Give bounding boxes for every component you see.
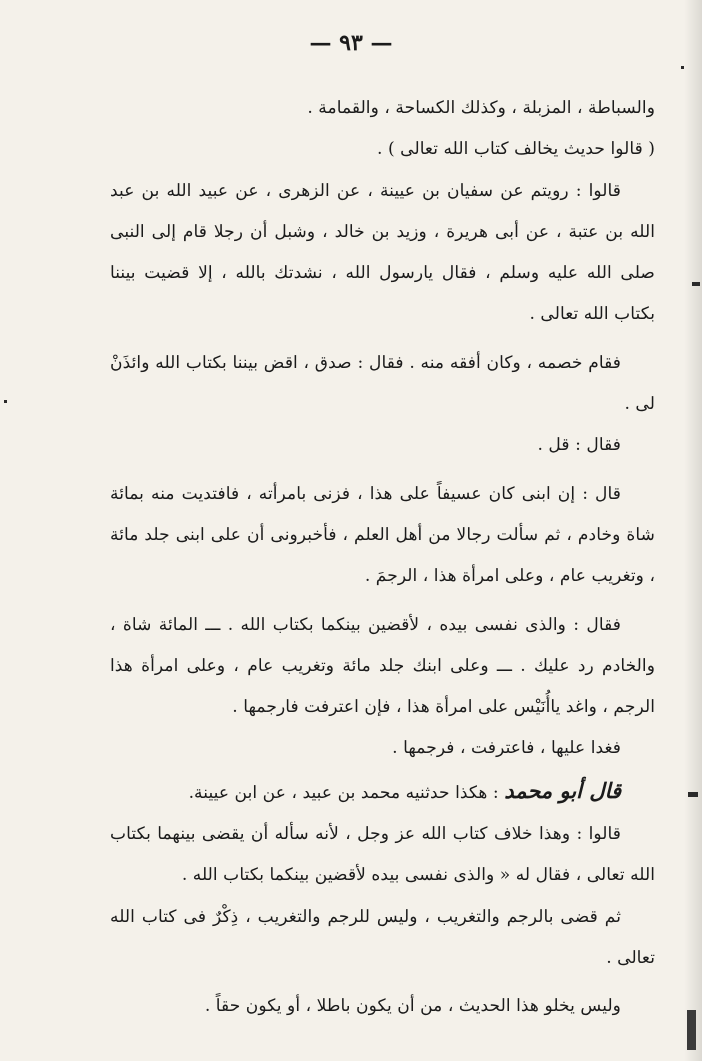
scan-speck: [687, 1010, 696, 1050]
page-number: — ٩٣ —: [309, 30, 393, 56]
scan-speck: [4, 400, 7, 403]
paragraph-text: ثم قضى بالرجم والتغريب ، وليس للرجم والتغريب ، ذِكْرٌ فى كتاب الله تعالى .: [110, 906, 655, 968]
paragraph-p8: [110, 728, 655, 769]
inline-heading: قال أبو محمد: [504, 777, 621, 803]
paragraph-p2: [110, 129, 655, 170]
paragraph-text: : هكذا حدثنيه محمد بن عبيد ، عن ابن عيينة.: [188, 782, 505, 803]
paragraph-p5: [110, 425, 655, 466]
paragraph-p9: [110, 770, 655, 814]
paragraph-text: فقال : والذى نفسى بيده ، لأقضين بينكما بكتاب الله . ـــ المائة شاة ، والخادم رد عليك . ـــ وعلى ابنك جلد مائة وتغريب عام ، وعلى امرأة هذا الرجم ، واغد ياأُنَيْس على امرأة هذا ، فإن اعترفت فارجمها .: [110, 614, 655, 718]
paragraph-p12: [110, 986, 655, 1027]
paragraph-text: فقام خصمه ، وكان أفقه منه . فقال : صدق ، اقض بيننا بكتاب الله وائذَنْ لى .: [110, 352, 655, 415]
paragraph-text: قالوا : وهذا خلاف كتاب الله عز وجل ، لأنه سأله أن يقضى بينهما بكتاب الله تعالى ، فقال له « والذى نفسى بيده لأقضين بينكما بكتاب الله .: [110, 824, 655, 886]
scan-speck: [692, 282, 700, 286]
paragraph-p7: [110, 605, 655, 729]
paragraph-text: ( قالوا حديث يخالف كتاب الله تعالى ) .: [377, 139, 655, 160]
paragraph-p1: [110, 88, 655, 129]
paragraph-p6: [110, 474, 655, 598]
body-text: [110, 88, 655, 1028]
paragraph-text: فغدا عليها ، فاعترفت ، فرجمها .: [392, 738, 621, 759]
paragraph-p10: [110, 814, 655, 897]
paragraph-p11: [110, 897, 655, 980]
paragraph-text: فقال : قل .: [537, 435, 621, 456]
paragraph-text: قال : إن ابنى كان عسيفاً على هذا ، فزنى بامرأته ، فافتديت منه بمائة شاة وخادم ، ثم سألت رجالا من أهل العلم ، فأخبرونى أن على ابنى جلد مائة ، وتغريب عام ، وعلى امرأة هذا ، الرجمَ .: [110, 483, 655, 587]
page-edge-shadow: [684, 0, 702, 1061]
paragraph-text: وليس يخلو هذا الحديث ، من أن يكون باطلا ، أو يكون حقاً .: [204, 996, 621, 1017]
paragraph-text: قالوا : رويتم عن سفيان بن عيينة ، عن الزهرى ، عن عبيد الله بن عبد الله بن عتبة ، عن أبى هريرة ، وزيد بن خالد ، وشبل أن رجلا قام إلى النبى صلى الله عليه وسلم ، فقال يارسول الله ، نشدتك بالله ، إلا قضيت بيننا بكتاب الله تعالى .: [110, 180, 655, 325]
paragraph-text: والسباطة ، المزبلة ، وكذلك الكساحة ، والقمامة .: [307, 98, 655, 118]
paragraph-p3: [110, 171, 655, 336]
scan-speck: [688, 792, 698, 797]
paragraph-p4: [110, 343, 655, 426]
scan-speck: [681, 66, 684, 69]
